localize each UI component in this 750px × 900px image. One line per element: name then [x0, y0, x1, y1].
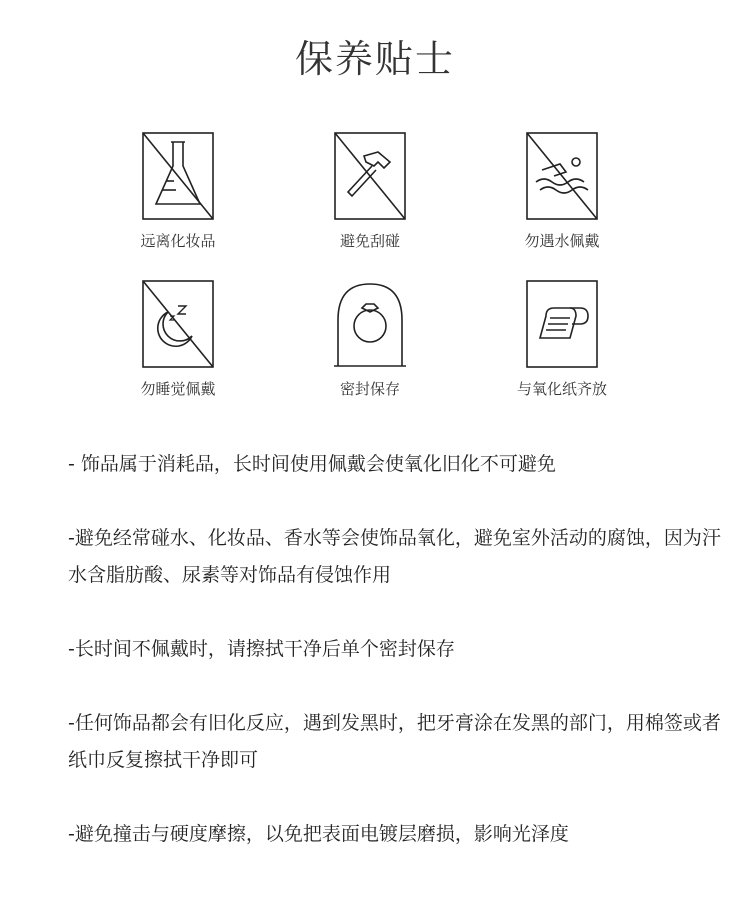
swimming-prohibited-icon: [526, 132, 598, 220]
care-tip: -避免撞击与硬度摩擦，以免把表面电镀层磨损，影响光泽度: [68, 823, 569, 845]
care-item-label: 勿遇水佩戴: [524, 232, 600, 250]
sealed-bag-ring-icon: [334, 280, 406, 368]
care-item-sleep: [103, 280, 253, 399]
care-item-label: 远离化妆品: [140, 232, 216, 250]
care-item-sealed: [295, 280, 445, 399]
care-item-label: 与氧化纸齐放: [516, 380, 607, 398]
care-tip: -长时间不佩戴时，请擦拭干净后单个密封保存: [68, 638, 455, 660]
page-title: 保养贴士: [294, 37, 455, 81]
hammer-prohibited-icon: [334, 132, 406, 220]
care-tip: -任何饰品都会有旧化反应，遇到发黑时，把牙膏涂在发黑的部门，用棉签或者纸巾反复擦拭干净即可: [68, 712, 721, 771]
care-item-cosmetics: [103, 132, 253, 251]
sleep-prohibited-icon: [142, 280, 214, 368]
care-tips-list: [68, 446, 738, 853]
care-tip: - 饰品属于消耗品，长时间使用佩戴会使氧化旧化不可避免: [68, 453, 556, 475]
care-item-label: 避免刮碰: [339, 232, 400, 250]
care-tip: -避免经常碰水、化妆品、香水等会使饰品氧化，避免室外活动的腐蚀，因为汗水含脂肪酸、尿素等对饰品有侵蚀作用: [68, 527, 721, 586]
care-item-scratch: [295, 132, 445, 251]
care-item-label: 密封保存: [339, 380, 400, 398]
flask-prohibited-icon: [142, 132, 214, 220]
paper-scroll-icon: [526, 280, 598, 368]
care-item-paper: [487, 280, 637, 399]
care-item-water: [487, 132, 637, 251]
care-item-label: 勿睡觉佩戴: [140, 380, 216, 398]
